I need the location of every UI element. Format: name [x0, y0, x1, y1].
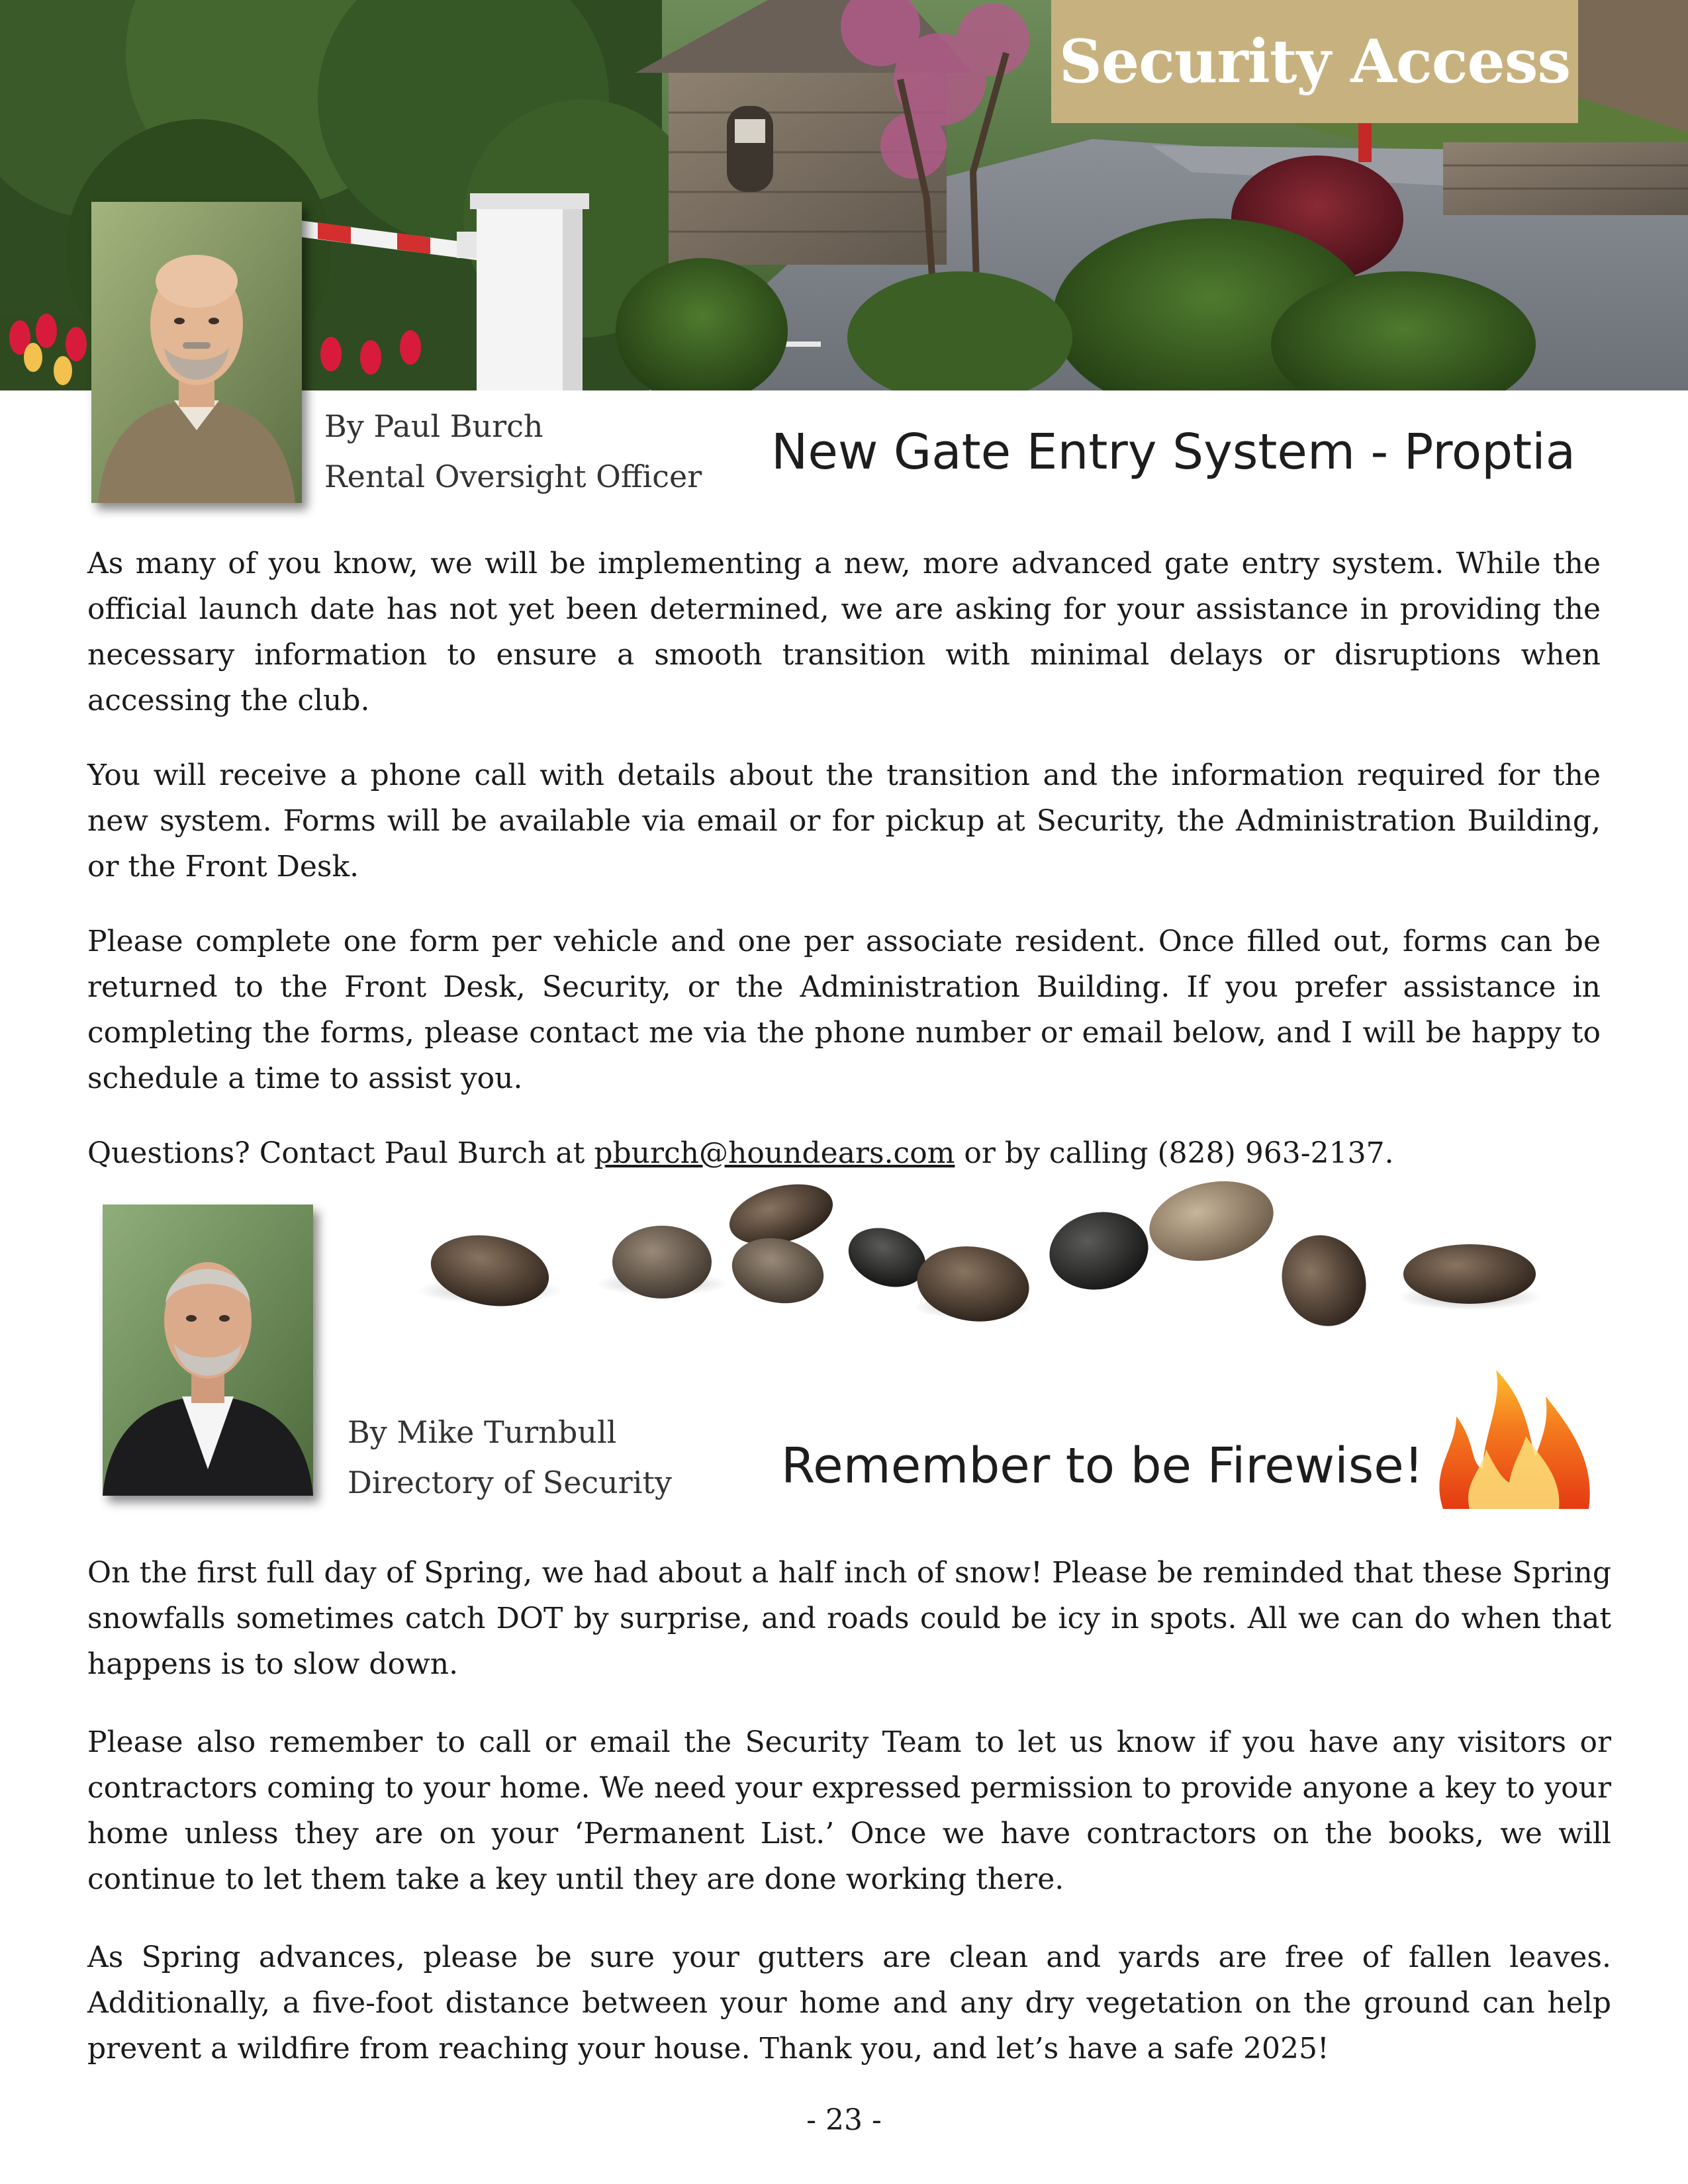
byline-article-2: [348, 1407, 745, 1508]
contact-prefix: Questions? Contact Paul Burch at: [87, 1136, 594, 1170]
article-2-paragraph-3: As Spring advances, please be sure your gutters are clean and yards are free of fallen leaves. Additionally, a five-foot distance between your home and any dry vegetation on the ground can help prevent a wildfire from reaching your house. Thank you, and let’s have a safe 2025!: [87, 1940, 1611, 2066]
article-1-contact-line: [87, 1130, 1601, 1176]
author-title: Rental Oversight Officer: [324, 459, 702, 494]
author-name: By Mike Turnbull: [348, 1414, 617, 1450]
article-2-heading: Remember to be Firewise!: [781, 1437, 1424, 1494]
byline-article-1: [324, 401, 722, 502]
article-2-body: [87, 1550, 1611, 2071]
author-photo-mike-turnbull: [103, 1205, 313, 1496]
article-1-paragraph-3: Please complete one form per vehicle and one per associate resident. Once filled out, forms can be returned to the Front Desk, Security, or the Administration Building. If you prefer assistance in completing the forms, please contact me via the phone number or email below, and I will be happy to schedule a time to assist you.: [87, 925, 1601, 1095]
email-link[interactable]: pburch@houndears.com: [594, 1136, 955, 1170]
author-name: By Paul Burch: [324, 408, 543, 444]
article-1-heading: New Gate Entry System - Proptia: [771, 424, 1576, 480]
article-2-paragraph-2: Please also remember to call or email the Security Team to let us know if you have any visitors or contractors coming to your home. We need your expressed permission to provide anyone a key to your home unless they are on your ‘Permanent List.’ Once we have contractors on the books, we will continue to let them take a key until they are done working there.: [87, 1725, 1611, 1896]
flame-icon: [1430, 1343, 1602, 1522]
section-title-banner: [1051, 0, 1578, 123]
author-photo-paul-burch: [91, 202, 302, 503]
article-1-body: [87, 541, 1601, 1176]
page-number: - 23 -: [806, 2103, 882, 2137]
author-title: Directory of Security: [348, 1465, 672, 1500]
contact-suffix: or by calling (828) 963-2137.: [955, 1136, 1394, 1170]
article-2-paragraph-1: On the first full day of Spring, we had about a half inch of snow! Please be reminded that these Spring snowfalls sometimes catch DOT by surprise, and roads could be icy in spots. All we can do when that happens is to slow down.: [87, 1556, 1611, 1681]
article-1-paragraph-1: As many of you know, we will be implementing a new, more advanced gate entry system. While the official launch date has not yet been determined, we are asking for your assistance in providing the necessary information to ensure a smooth transition with minimal delays or disruptions when accessing the club.: [87, 547, 1601, 717]
section-title: Security Access: [1058, 26, 1571, 97]
article-1-paragraph-2: You will receive a phone call with details about the transition and the information required for the new system. Forms will be available via email or for pickup at Security, the Administration Building, or the Front Desk.: [87, 758, 1601, 884]
river-rocks-illustration: [371, 1175, 1562, 1360]
